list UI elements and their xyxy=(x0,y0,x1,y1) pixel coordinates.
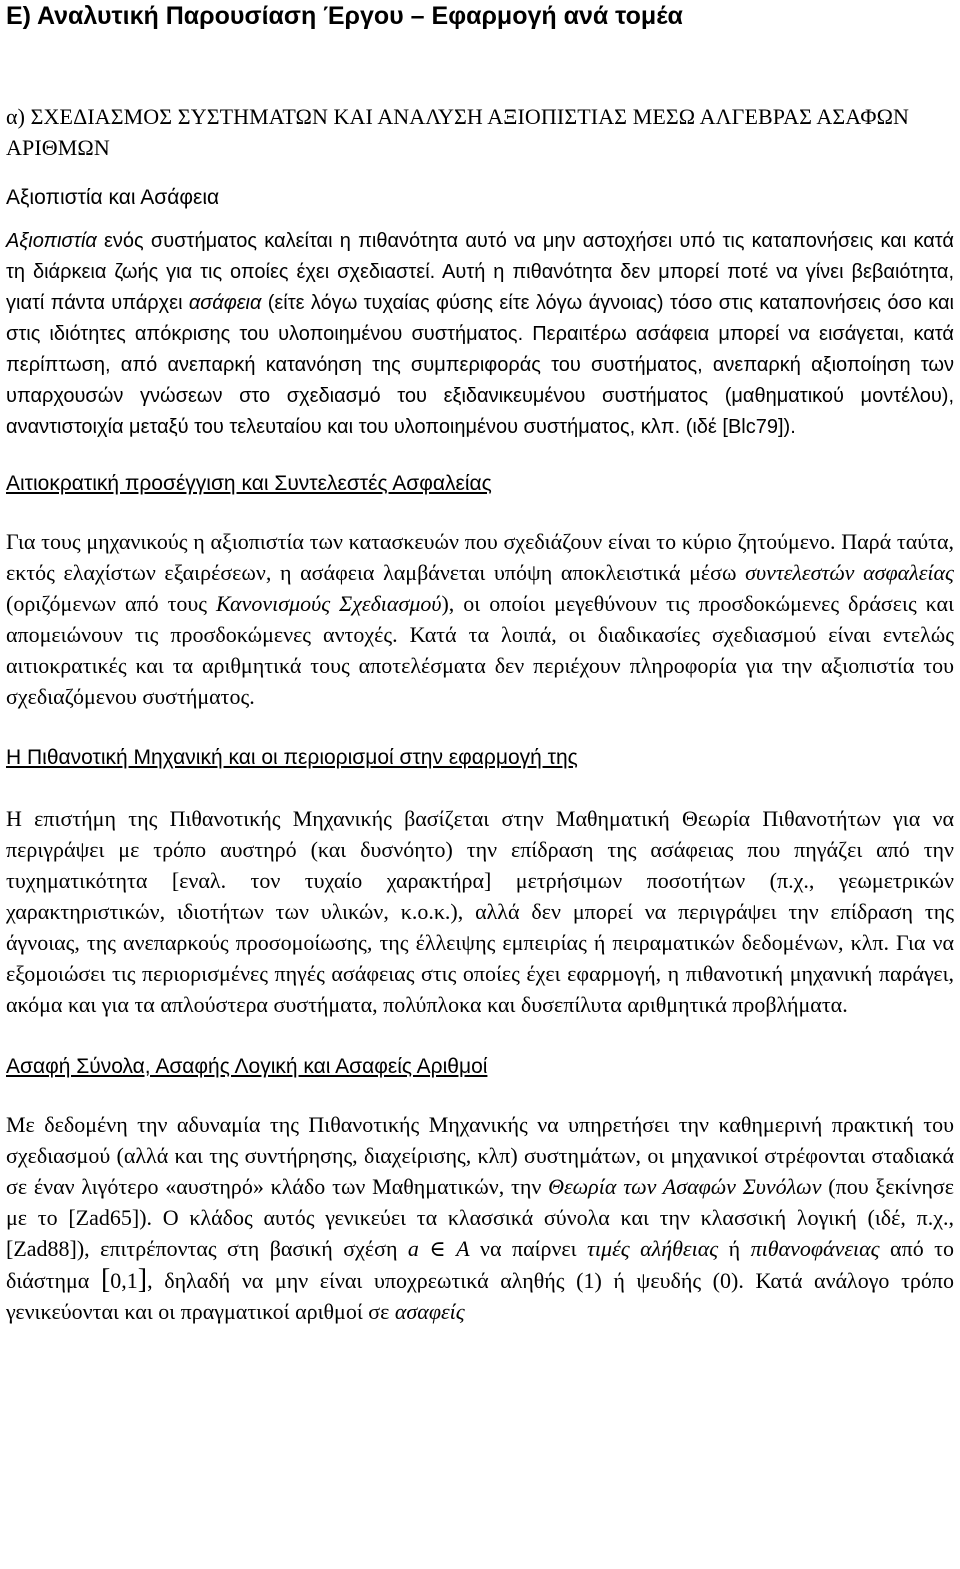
reliability-paragraph xyxy=(6,226,954,443)
math-set-A: A xyxy=(456,1236,470,1261)
deterministic-text-a: Για τους μηχανικούς η αξιοπιστία των κατασκευών που σχεδιάζουν είναι το κύριο ζητούμενο. Παρά ταύτα, εκτός ελαχίστων εξαιρέσεων, η ασάφεια λαμβάνεται υπόψη αποκλειστικά μέσω xyxy=(6,529,954,585)
page-title: Ε) Αναλυτική Παρουσίαση Έργου – Εφαρμογή ανά τομέα xyxy=(6,2,683,30)
reliability-heading: Αξιοπιστία και Ασάφεια xyxy=(6,186,220,209)
fuzzy-text-a: Με δεδομένη την αδυναμία της Πιθανοτικής Μηχανικής να υπηρετήσει την καθημερινή πρακτική του σχεδιασμού (αλλά και της συντήρησης, διαχείρισης, κλπ) συστημάτων, οι μηχανικοί στρέφονται σταδιακά σε έναν λιγότερο «αυστηρό» κλάδο των Μαθηματικών, την xyxy=(6,1112,954,1199)
probabilistic-paragraph: Η επιστήμη της Πιθανοτικής Μηχανικής βασίζεται στην Μαθηματική Θεωρία Πιθανοτήτων για να περιγράψει με τρόπο αυστηρό (και δυσνόητο) την επίδραση της ασάφειας που πηγάζει από την τυχηματικότητα [εναλ. τον τυχαίο χαρακτήρα] μετρήσιμων ποσοτήτων (π.χ., γεωμετρικών χαρακτηριστικών, ιδιοτήτων των υλικών, κ.ο.κ.), αλλά δεν μπορεί να περιγράψει την επίδραση της άγνοιας, της ανεπαρκούς προσομοίωσης, της έλλειψης εμπειρίας ή πειραματικών δεδομένων, κλπ. Για να εξομοιώσει τις περιορισμένες πηγές ασάφειας στις οποίες έχει εφαρμογή, η πιθανοτική μηχανική παράγει, ακόμα και για τα απλούστερα συστήματα, πολύπλοκα και δυσεπίλυτα αριθμητικά προβλήματα. xyxy=(6,806,954,1017)
fuzzy-text-b: (που ξεκίνησε με το [Zad65]). Ο κλάδος αυτός γενικεύει τα κλασσικά σύνολα και την κλασσική λογική (ιδέ, π.χ., [Zad88]), επιτρέποντας στη βασική σχέση xyxy=(6,1174,954,1261)
fuzzy-paragraph xyxy=(6,1109,954,1327)
interval-close-bracket: ] xyxy=(137,1264,148,1295)
interval-open-bracket: [ xyxy=(100,1264,111,1295)
interval-values: 0,1 xyxy=(110,1268,138,1293)
fuzzy-text-f: , δηλαδή να μην είναι υποχρεωτικά αληθής (1) ή ψευδής (0). Κατά ανάλογο τρόπο γενικεύονται και οι πραγματικοί αριθμοί σε xyxy=(6,1268,954,1324)
deterministic-heading: Αιτιοκρατική προσέγγιση και Συντελεστές Ασφαλείας xyxy=(6,472,492,495)
design-codes-term: Κανονισμούς Σχεδιασμού xyxy=(216,591,442,616)
reliability-term: Αξιοπιστία xyxy=(6,230,97,252)
fuzzy-numbers-term: ασαφείς xyxy=(394,1299,465,1324)
probabilistic-heading: Η Πιθανοτική Μηχανική και οι περιορισμοί στην εφαρμογή της xyxy=(6,746,578,769)
deterministic-text-b: (οριζόμενων από τους xyxy=(6,591,217,616)
fuzzy-text-c: να παίρνει xyxy=(469,1236,588,1261)
reliability-text-a: ενός συστήματος καλείται η πιθανότητα αυτό να μην αστοχήσει υπό τις καταπονήσεις και κατά τη διάρκεια ζωής για τις οποίες έχει σχεδιαστεί. Αυτή η πιθανότητα δεν μπορεί ποτέ να γίνει βεβαιότητα, γιατί πάντα υπάρχει xyxy=(6,230,954,314)
vagueness-term: ασάφεια xyxy=(188,292,262,314)
safety-factors-term: συντελεστών ασφαλείας xyxy=(745,560,954,585)
deterministic-paragraph xyxy=(6,526,954,712)
fuzzy-text-d: ή xyxy=(718,1236,751,1261)
truth-values-term: τιμές αλήθειας xyxy=(587,1236,719,1261)
fuzzy-sets-term: Θεωρία των Ασαφών Συνόλων xyxy=(548,1174,822,1199)
deterministic-text-c: ), οι οποίοι μεγεθύνουν τις προσδοκώμενες δράσεις και απομειώνουν τις προσδοκώμενες αντοχές. Κατά τα λοιπά, οι διαδικασίες σχεδιασμού είναι εντελώς αιτιοκρατικές και τα αριθμητικά τους αποτελέσματα δεν περιέχουν πληροφορία για την αξιοπιστία του σχεδιαζόμενου συστήματος. xyxy=(6,591,954,709)
section-heading: α) ΣΧΕΔΙΑΣΜΟΣ ΣΥΣΤΗΜΑΤΩΝ ΚΑΙ ΑΝΑΛΥΣΗ ΑΞΙΟΠΙΣΤΙΑΣ ΜΕΣΩ ΑΛΓΕΒΡΑΣ ΑΣΑΦΩΝ ΑΡΙΘΜΩΝ xyxy=(6,104,910,160)
likelihood-term: πιθανοφάνειας xyxy=(750,1236,880,1261)
fuzzy-text-e: από το διάστημα xyxy=(6,1236,954,1293)
fuzzy-heading: Ασαφή Σύνολα, Ασαφής Λογική και Ασαφείς Αριθμοί xyxy=(6,1055,488,1078)
reliability-text-b: (είτε λόγω τυχαίας φύσης είτε λόγω άγνοιας) τόσο στις καταπονήσεις όσο και στις ιδιότητες απόκρισης του υλοποιημένου συστήματος. Περαιτέρω ασάφεια μπορεί να εισάγεται, κατά περίπτωση, από ανεπαρκή κατανόηση της συμπεριφοράς του συστήματος, ανεπαρκή αξιοποίηση των υπαρχουσών γνώσεων στο σχεδιασμό του εξιδανικευμένου συστήματος (μαθηματικού μοντέλου), αναντιστοιχία μεταξύ του τελευταίου και του υλοποιημένου συστήματος, κλπ. (ιδέ [Blc79]). xyxy=(6,292,954,438)
math-element-of: ∈ xyxy=(429,1236,446,1261)
math-element-a: a xyxy=(407,1236,419,1261)
